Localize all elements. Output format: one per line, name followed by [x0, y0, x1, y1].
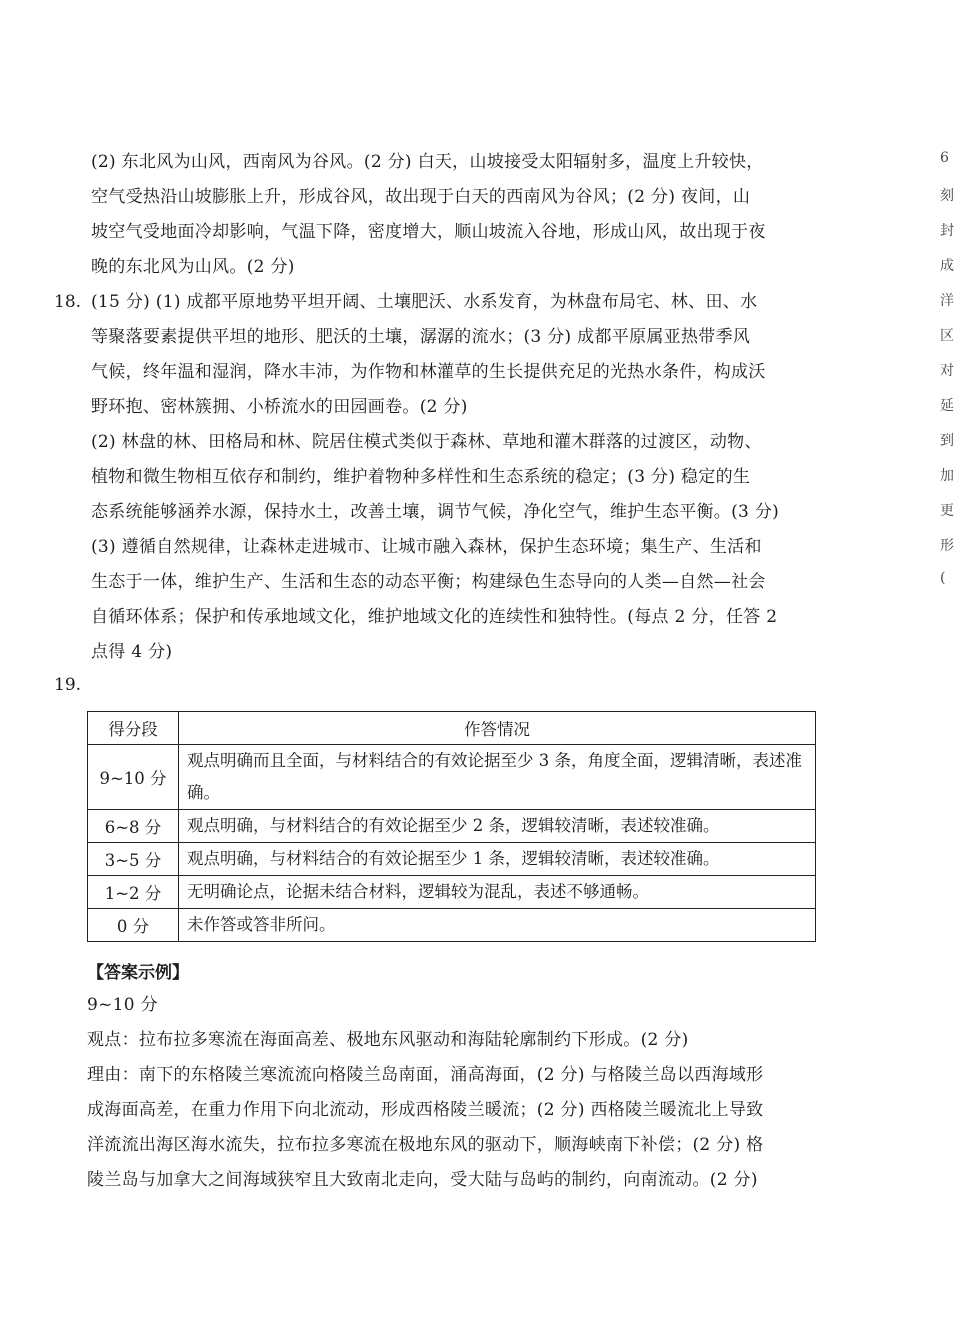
table-row	[88, 810, 816, 843]
edge-glyph: 6	[940, 150, 949, 166]
edge-glyph: 形	[940, 538, 954, 554]
table-header-row	[88, 712, 816, 745]
text-line: 植物和微生物相互依存和制约，维护着物种多样性和生态系统的稳定；(3 分) 稳定的生	[91, 467, 751, 487]
text-line: 野环抱、密林簇拥、小桥流水的田园画卷。(2 分)	[91, 397, 468, 417]
header-desc: 作答情况	[179, 712, 816, 745]
text-line: 观点：拉布拉多寒流在海面高差、极地东风驱动和海陆轮廓制约下形成。(2 分)	[87, 1030, 689, 1050]
score-cell: 1~2 分	[88, 876, 179, 909]
edge-glyph: 对	[940, 363, 954, 379]
table-row	[88, 843, 816, 876]
edge-glyph: 成	[940, 258, 954, 274]
adjacent-page-edge	[940, 150, 954, 605]
text-line: 等聚落要素提供平坦的地形、肥沃的土壤，潺潺的流水；(3 分) 成都平原属亚热带季风	[91, 327, 751, 347]
score-cell: 6~8 分	[88, 810, 179, 843]
edge-glyph: 区	[940, 328, 954, 344]
text-line: 空气受热沿山坡膨胀上升，形成谷风，故出现于白天的西南风为谷风；(2 分) 夜间，山	[91, 187, 751, 207]
text-line: (2) 林盘的林、田格局和林、院居住模式类似于森林、草地和灌木群落的过渡区，动物、	[91, 432, 762, 452]
text-line: 晚的东北风为山风。(2 分)	[91, 257, 295, 277]
score-cell: 0 分	[88, 909, 179, 942]
text-line: 洋流流出海区海水流失，拉布拉多寒流在极地东风的驱动下，顺海峡南下补偿；(2 分) 格	[87, 1135, 764, 1155]
edge-glyph: 洋	[940, 293, 954, 309]
desc-cell: 无明确论点，论据未结合材料，逻辑较为混乱，表述不够通畅。	[179, 876, 816, 909]
text-line: 陵兰岛与加拿大之间海域狭窄且大致南北走向，受大陆与岛屿的制约，向南流动。(2 分)	[87, 1170, 758, 1190]
text-line: (2) 东北风为山风，西南风为谷风。(2 分) 白天，山坡接受太阳辐射多，温度上升较快，	[91, 152, 764, 172]
q18-part2	[91, 425, 821, 530]
desc-cell: 观点明确，与材料结合的有效论据至少 2 条，逻辑较清晰，表述较准确。	[179, 810, 816, 843]
score-cell: 3~5 分	[88, 843, 179, 876]
score-cell: 9~10 分	[88, 745, 179, 810]
header-score: 得分段	[88, 712, 179, 745]
q18-part1	[91, 285, 821, 425]
edge-glyph: 封	[940, 223, 954, 239]
desc-cell: 观点明确而且全面，与材料结合的有效论据至少 3 条，角度全面，逻辑清晰，表述准确。	[179, 745, 816, 810]
text-line: 点得 4 分)	[91, 642, 173, 662]
question-number-18: 18.	[54, 292, 82, 312]
text-line: 理由：南下的东格陵兰寒流流向格陵兰岛南面，涌高海面，(2 分) 与格陵兰岛以西海域形	[87, 1065, 764, 1085]
table-row	[88, 745, 816, 810]
q17-part2	[91, 145, 821, 285]
edge-glyph: 更	[940, 503, 954, 519]
edge-glyph: 加	[940, 468, 954, 484]
text-line: 气候，终年温和湿润，降水丰沛，为作物和林灌草的生长提供充足的光热水条件，构成沃	[91, 362, 766, 382]
edge-glyph: 刻	[940, 188, 954, 204]
text-line: 坡空气受地面冷却影响，气温下降，密度增大，顺山坡流入谷地，形成山风，故出现于夜	[91, 222, 766, 242]
text-line: 生态于一体，维护生产、生活和生态的动态平衡；构建绿色生态导向的人类—自然—社会	[91, 572, 766, 592]
desc-cell: 观点明确，与材料结合的有效论据至少 1 条，逻辑较清晰，表述较准确。	[179, 843, 816, 876]
text-line: (15 分) (1) 成都平原地势平坦开阔、土壤肥沃、水系发育，为林盘布局宅、林、田、水	[91, 292, 758, 312]
text-line: 成海面高差，在重力作用下向北流动，形成西格陵兰暖流；(2 分) 西格陵兰暖流北上导致	[87, 1100, 764, 1120]
edge-glyph: 到	[940, 433, 954, 449]
text-line: 9~10 分	[87, 995, 158, 1015]
answer-example	[87, 988, 821, 1198]
text-line: 自循环体系；保护和传承地域文化，维护地域文化的连续性和独特性。(每点 2 分，任答 2	[91, 607, 778, 627]
desc-cell: 未作答或答非所问。	[179, 909, 816, 942]
grading-table	[87, 711, 816, 942]
edge-glyph: 延	[940, 398, 954, 414]
edge-glyph: (	[940, 570, 946, 586]
question-number-19: 19.	[54, 675, 82, 695]
table-row	[88, 909, 816, 942]
answer-example-heading: 【答案示例】	[87, 963, 189, 983]
text-line: 态系统能够涵养水源，保持水土，改善土壤，调节气候，净化空气，维护生态平衡。(3 分)	[91, 502, 780, 522]
q18-part3	[91, 530, 821, 670]
table-row	[88, 876, 816, 909]
text-line: (3) 遵循自然规律，让森林走进城市、让城市融入森林，保护生态环境；集生产、生活和	[91, 537, 762, 557]
